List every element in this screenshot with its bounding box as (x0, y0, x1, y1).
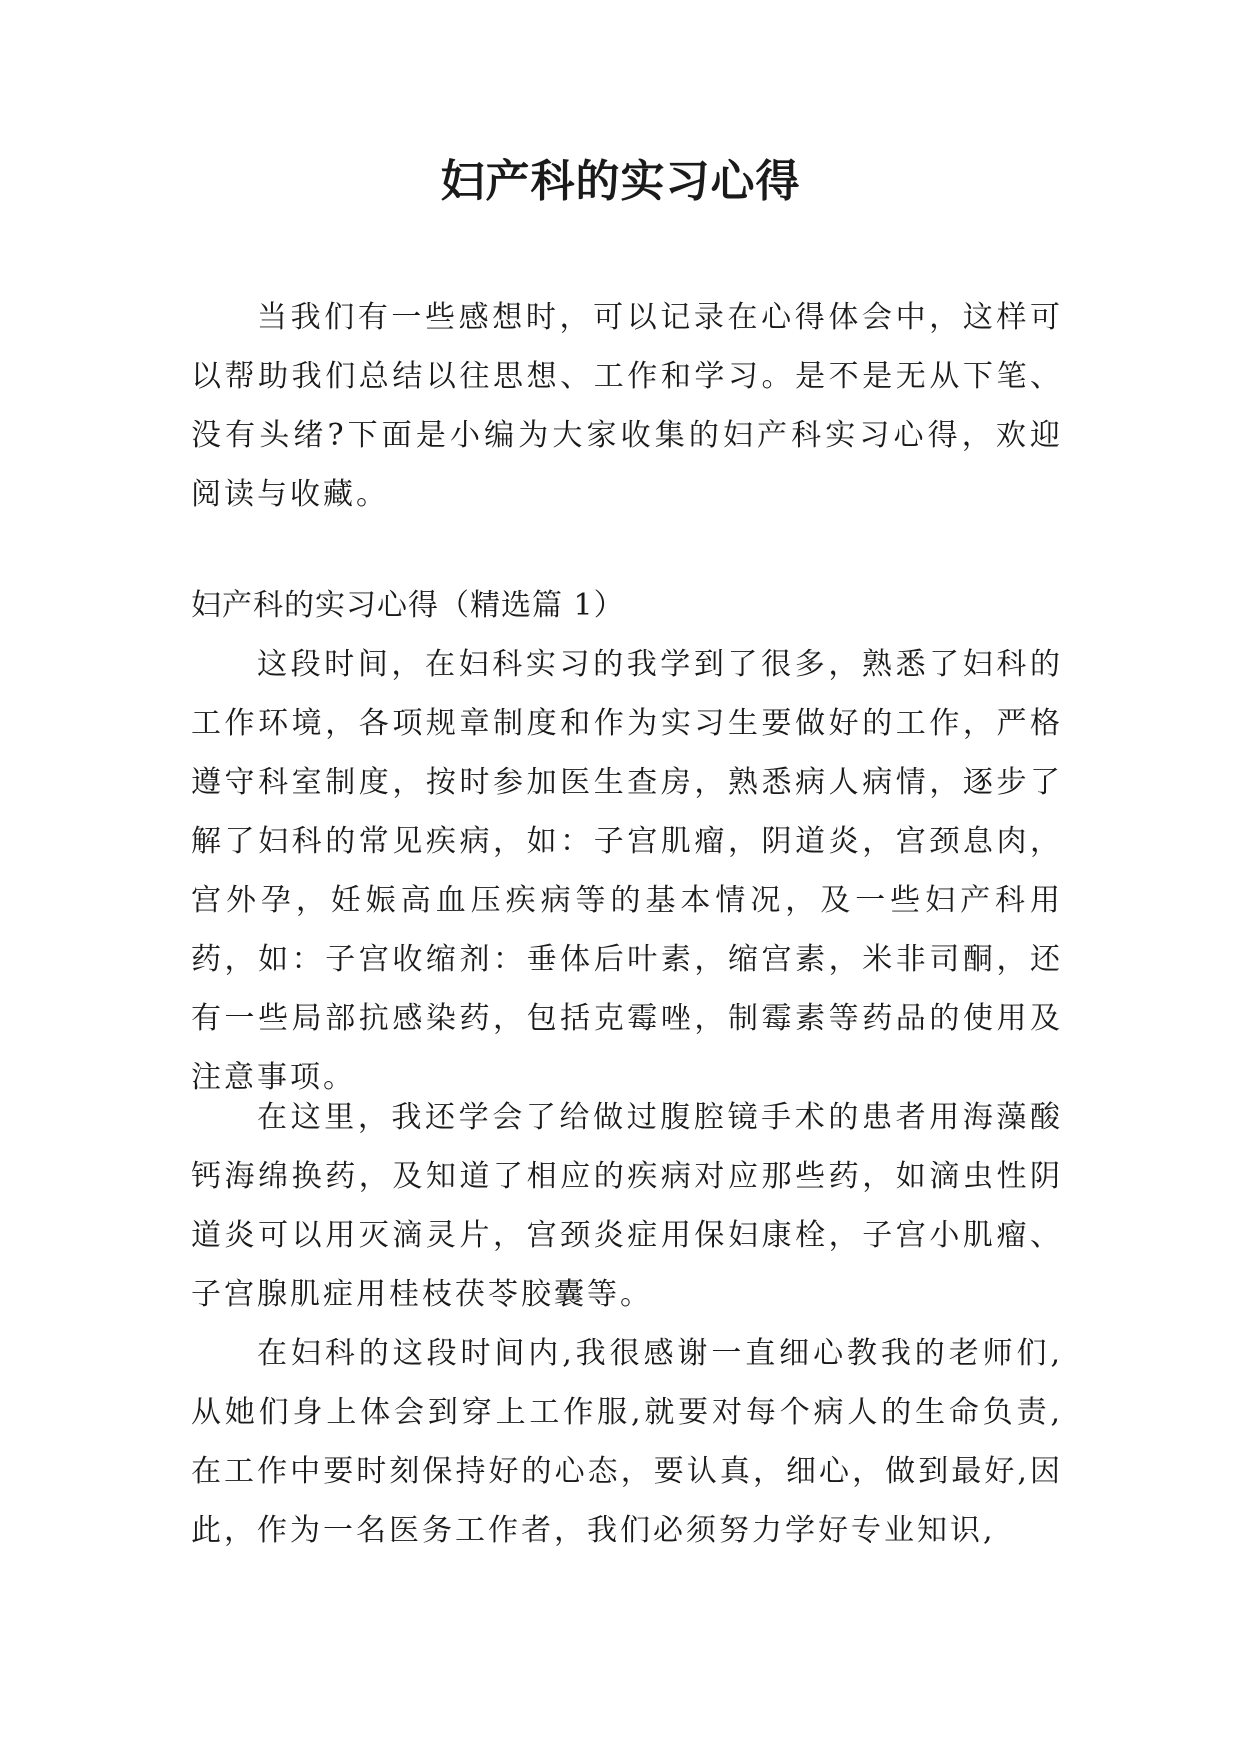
body-paragraph-1: 这段时间，在妇科实习的我学到了很多，熟悉了妇科的工作环境，各项规章制度和作为实习生要做好的工作，严格遵守科室制度，按时参加医生查房，熟悉病人病情，逐步了解了妇科的常见疾病，如：子宫肌瘤，阴道炎，宫颈息肉，宫外孕，妊娠高血压疾病等的基本情况，及一些妇产科用药，如：子宫收缩剂：垂体后叶素，缩宫素，米非司酮，还有一些局部抗感染药，包括克霉唑，制霉素等药品的使用及注意事项。 (191, 647, 1063, 1095)
document-title: 妇产科的实习心得 (440, 156, 801, 207)
section-heading: 妇产科的实习心得（精选篇 1） (191, 588, 625, 623)
body-paragraph-2: 在这里，我还学会了给做过腹腔镜手术的患者用海藻酸钙海绵换药，及知道了相应的疾病对应那些药，如滴虫性阴道炎可以用灭滴灵片，宫颈炎症用保妇康栓，子宫小肌瘤、子宫腺肌症用桂枝茯苓胶囊等。 (191, 1100, 1063, 1312)
body-paragraph-3: 在妇科的这段时间内,我很感谢一直细心教我的老师们,从她们身上体会到穿上工作服,就要对每个病人的生命负责,在工作中要时刻保持好的心态，要认真，细心，做到最好,因此，作为一名医务工作者，我们必须努力学好专业知识, (191, 1336, 1063, 1548)
intro-paragraph: 当我们有一些感想时，可以记录在心得体会中，这样可以帮助我们总结以往思想、工作和学习。是不是无从下笔、没有头绪?下面是小编为大家收集的妇产科实习心得，欢迎阅读与收藏。 (191, 300, 1063, 512)
